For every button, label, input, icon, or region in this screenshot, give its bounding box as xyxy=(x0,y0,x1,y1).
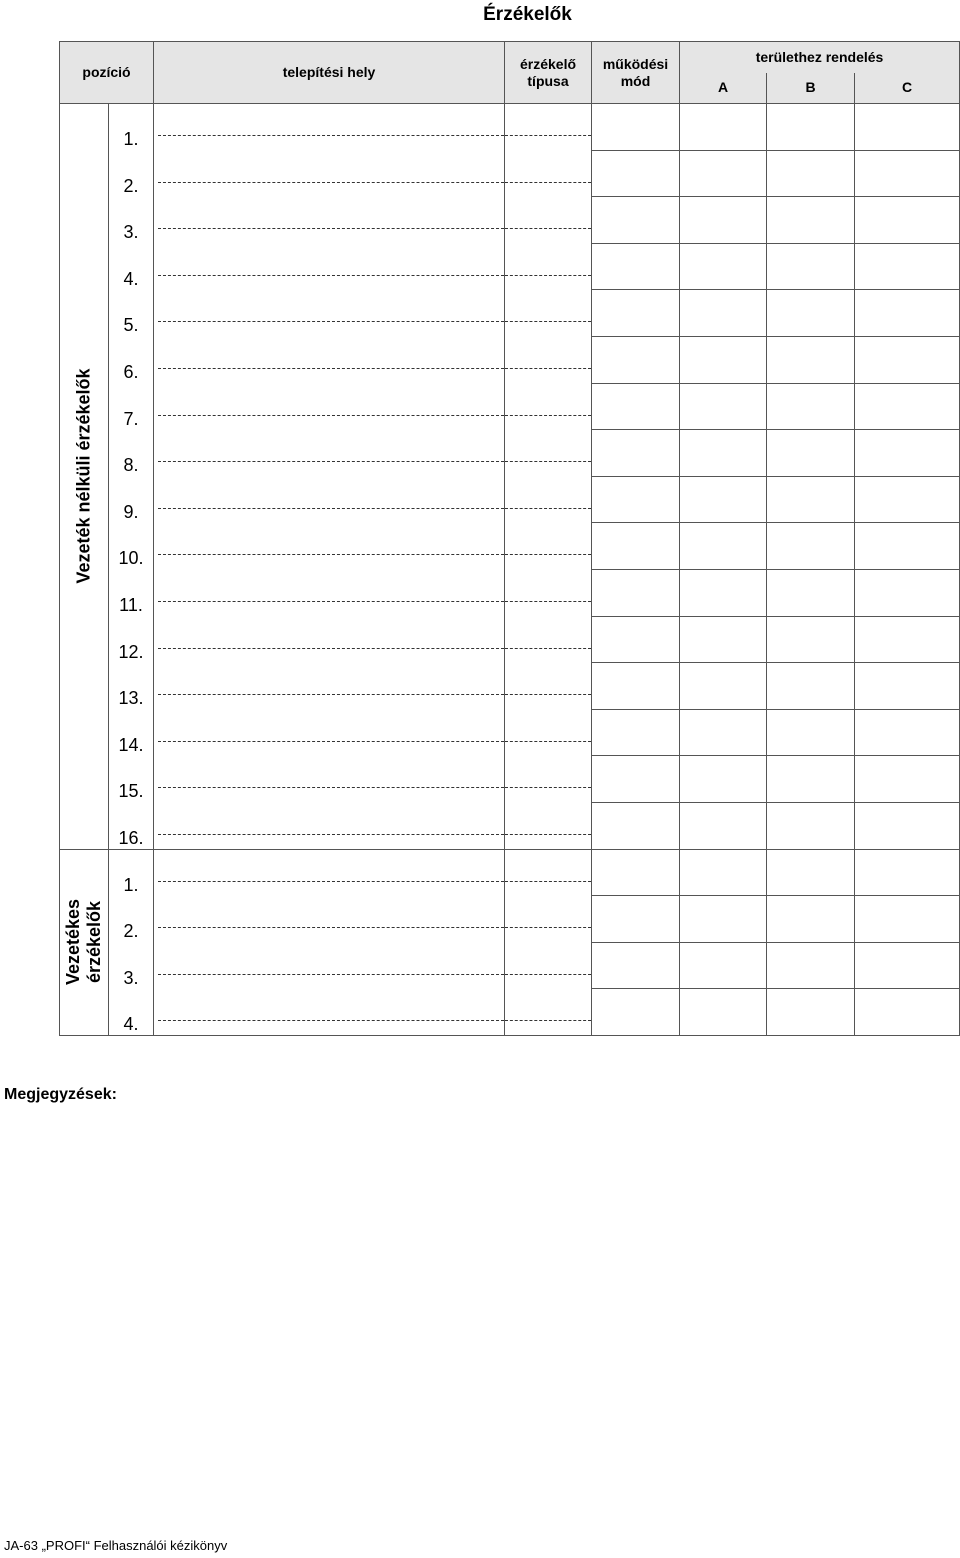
header-position: pozíció xyxy=(60,42,154,104)
sensor-type-field[interactable] xyxy=(505,243,592,290)
row-number: 9. xyxy=(109,476,154,523)
header-install-place: telepítési hely xyxy=(154,42,505,104)
dotted-write-line xyxy=(158,741,504,742)
header-zone-a: A xyxy=(680,73,767,104)
zone-a-cell[interactable] xyxy=(680,383,767,430)
table-row xyxy=(60,896,960,943)
zone-c-cell[interactable] xyxy=(855,663,960,710)
sensor-type-field[interactable] xyxy=(505,523,592,570)
install-place-field[interactable] xyxy=(154,243,505,290)
zone-a-cell[interactable] xyxy=(680,243,767,290)
row-number: 12. xyxy=(109,616,154,663)
dotted-write-line xyxy=(505,368,591,369)
header-mode-line2: mód xyxy=(620,72,651,89)
mode-field[interactable] xyxy=(592,336,680,383)
header-zone-c: C xyxy=(855,73,960,104)
dotted-write-line xyxy=(505,554,591,555)
sensor-type-field[interactable] xyxy=(505,663,592,710)
table-row xyxy=(60,197,960,244)
row-number: 3. xyxy=(109,942,154,989)
mode-field[interactable] xyxy=(592,942,680,989)
zone-b-cell[interactable] xyxy=(767,336,855,383)
dotted-write-line xyxy=(505,881,591,882)
sensor-type-field[interactable] xyxy=(505,197,592,244)
dotted-write-line xyxy=(158,554,504,555)
zone-c-cell[interactable] xyxy=(855,290,960,337)
wireless-group-label: Vezeték nélküli érzékelők xyxy=(73,368,94,584)
table-row xyxy=(60,430,960,477)
zone-b-cell[interactable] xyxy=(767,756,855,803)
sensor-type-field[interactable] xyxy=(505,989,592,1036)
wireless-sensor-rows xyxy=(60,104,960,850)
dotted-write-line xyxy=(158,694,504,695)
table-row xyxy=(60,989,960,1036)
dotted-write-line xyxy=(158,601,504,602)
mode-field[interactable] xyxy=(592,150,680,197)
table-row xyxy=(60,104,960,151)
dotted-write-line xyxy=(505,228,591,229)
wired-group-label xyxy=(63,899,105,985)
zone-c-cell[interactable] xyxy=(855,849,960,896)
table-row xyxy=(60,290,960,337)
row-number: 3. xyxy=(109,197,154,244)
dotted-write-line xyxy=(505,741,591,742)
zone-c-cell[interactable] xyxy=(855,523,960,570)
wired-group-label-line2: érzékelők xyxy=(84,901,104,984)
zone-b-cell[interactable] xyxy=(767,243,855,290)
dotted-write-line xyxy=(505,508,591,509)
table-row xyxy=(60,523,960,570)
sensor-type-field[interactable] xyxy=(505,709,592,756)
sensor-type-field[interactable] xyxy=(505,896,592,943)
dotted-write-line xyxy=(505,182,591,183)
zone-c-cell[interactable] xyxy=(855,243,960,290)
sensor-type-field[interactable] xyxy=(505,290,592,337)
install-place-field[interactable] xyxy=(154,290,505,337)
mode-field[interactable] xyxy=(592,663,680,710)
notes-label: Megjegyzések: xyxy=(4,1086,117,1103)
table-row xyxy=(60,942,960,989)
mode-field[interactable] xyxy=(592,523,680,570)
zone-a-cell[interactable] xyxy=(680,569,767,616)
zone-c-cell[interactable] xyxy=(855,197,960,244)
zone-b-cell[interactable] xyxy=(767,197,855,244)
dotted-write-line xyxy=(505,694,591,695)
dotted-write-line xyxy=(505,648,591,649)
header-sensor-type-line2: típusa xyxy=(527,72,569,89)
install-place-field[interactable] xyxy=(154,663,505,710)
install-place-field[interactable] xyxy=(154,430,505,477)
mode-field[interactable] xyxy=(592,430,680,477)
mode-field[interactable] xyxy=(592,849,680,896)
header-sensor-type-line1: érzékelő xyxy=(519,55,577,72)
install-place-field[interactable] xyxy=(154,523,505,570)
dotted-write-line xyxy=(505,275,591,276)
table-row xyxy=(60,709,960,756)
table-row xyxy=(60,336,960,383)
install-place-field[interactable] xyxy=(154,756,505,803)
dotted-write-line xyxy=(505,135,591,136)
sensor-type-field[interactable] xyxy=(505,104,592,151)
zone-b-cell[interactable] xyxy=(767,663,855,710)
zone-c-cell[interactable] xyxy=(855,616,960,663)
dotted-write-line xyxy=(158,228,504,229)
zone-a-cell[interactable] xyxy=(680,197,767,244)
sensor-type-field[interactable] xyxy=(505,849,592,896)
row-number: 4. xyxy=(109,243,154,290)
install-place-field[interactable] xyxy=(154,336,505,383)
header-zone-b: B xyxy=(767,73,855,104)
sensor-type-field[interactable] xyxy=(505,150,592,197)
dotted-write-line xyxy=(158,415,504,416)
sensor-type-field[interactable] xyxy=(505,430,592,477)
dotted-write-line xyxy=(505,834,591,835)
zone-b-cell[interactable] xyxy=(767,849,855,896)
zone-a-cell[interactable] xyxy=(680,896,767,943)
mode-field[interactable] xyxy=(592,243,680,290)
zone-c-cell[interactable] xyxy=(855,430,960,477)
table-row xyxy=(60,616,960,663)
install-place-field[interactable] xyxy=(154,942,505,989)
zone-b-cell[interactable] xyxy=(767,476,855,523)
zone-b-cell[interactable] xyxy=(767,430,855,477)
install-place-field[interactable] xyxy=(154,104,505,151)
sensor-type-field[interactable] xyxy=(505,942,592,989)
install-place-field[interactable] xyxy=(154,476,505,523)
zone-a-cell[interactable] xyxy=(680,663,767,710)
dotted-write-line xyxy=(505,461,591,462)
zone-b-cell[interactable] xyxy=(767,616,855,663)
header-mode-line1: működési xyxy=(602,55,669,72)
dotted-write-line xyxy=(505,787,591,788)
dotted-write-line xyxy=(505,1020,591,1021)
install-place-field[interactable] xyxy=(154,989,505,1036)
sensor-type-field[interactable] xyxy=(505,336,592,383)
zone-a-cell[interactable] xyxy=(680,430,767,477)
dotted-write-line xyxy=(158,974,504,975)
dotted-write-line xyxy=(158,135,504,136)
zone-c-cell[interactable] xyxy=(855,709,960,756)
mode-field[interactable] xyxy=(592,290,680,337)
zone-a-cell[interactable] xyxy=(680,616,767,663)
install-place-field[interactable] xyxy=(154,150,505,197)
install-place-field[interactable] xyxy=(154,709,505,756)
zone-b-cell[interactable] xyxy=(767,383,855,430)
mode-field[interactable] xyxy=(592,569,680,616)
dotted-write-line xyxy=(505,601,591,602)
row-number: 5. xyxy=(109,290,154,337)
wired-group-label-cell xyxy=(60,849,109,1035)
dotted-write-line xyxy=(158,368,504,369)
dotted-write-line xyxy=(158,787,504,788)
row-number: 8. xyxy=(109,430,154,477)
zone-c-cell[interactable] xyxy=(855,942,960,989)
zone-a-cell[interactable] xyxy=(680,942,767,989)
header-zone-assignment: területhez rendelés xyxy=(680,42,960,73)
wired-group-label-line1: Vezetékes xyxy=(63,899,83,986)
wired-sensor-rows xyxy=(60,849,960,1035)
dotted-write-line xyxy=(505,415,591,416)
zone-c-cell[interactable] xyxy=(855,989,960,1036)
zone-a-cell[interactable] xyxy=(680,150,767,197)
mode-field[interactable] xyxy=(592,476,680,523)
mode-field[interactable] xyxy=(592,197,680,244)
zone-c-cell[interactable] xyxy=(855,150,960,197)
sensor-type-field[interactable] xyxy=(505,616,592,663)
table-row xyxy=(60,849,960,896)
table-row xyxy=(60,569,960,616)
zone-a-cell[interactable] xyxy=(680,989,767,1036)
zone-a-cell[interactable] xyxy=(680,290,767,337)
table-row xyxy=(60,243,960,290)
install-place-field[interactable] xyxy=(154,383,505,430)
dotted-write-line xyxy=(158,1020,504,1021)
row-number: 4. xyxy=(109,989,154,1036)
zone-b-cell[interactable] xyxy=(767,989,855,1036)
row-number: 11. xyxy=(109,569,154,616)
zone-c-cell[interactable] xyxy=(855,476,960,523)
page-footer: JA-63 „PROFI“ Felhasználói kézikönyv xyxy=(4,1538,228,1553)
zone-c-cell[interactable] xyxy=(855,756,960,803)
row-number: 10. xyxy=(109,523,154,570)
zone-b-cell[interactable] xyxy=(767,290,855,337)
zone-a-cell[interactable] xyxy=(680,523,767,570)
install-place-field[interactable] xyxy=(154,197,505,244)
row-number: 13. xyxy=(109,663,154,710)
mode-field[interactable] xyxy=(592,989,680,1036)
dotted-write-line xyxy=(158,461,504,462)
zone-a-cell[interactable] xyxy=(680,849,767,896)
install-place-field[interactable] xyxy=(154,849,505,896)
sensor-type-field[interactable] xyxy=(505,756,592,803)
zone-a-cell[interactable] xyxy=(680,709,767,756)
row-number: 2. xyxy=(109,150,154,197)
zone-a-cell[interactable] xyxy=(680,476,767,523)
row-number: 16. xyxy=(109,802,154,849)
dotted-write-line xyxy=(158,648,504,649)
zone-c-cell[interactable] xyxy=(855,896,960,943)
row-number: 1. xyxy=(109,104,154,151)
zone-a-cell[interactable] xyxy=(680,756,767,803)
table-row xyxy=(60,476,960,523)
row-number: 7. xyxy=(109,383,154,430)
page-title: Érzékelők xyxy=(483,4,572,25)
row-number: 14. xyxy=(109,709,154,756)
zone-b-cell[interactable] xyxy=(767,802,855,849)
mode-field[interactable] xyxy=(592,756,680,803)
zone-a-cell[interactable] xyxy=(680,104,767,151)
install-place-field[interactable] xyxy=(154,896,505,943)
dotted-write-line xyxy=(158,321,504,322)
wireless-group-label-cell xyxy=(60,104,109,850)
row-number: 2. xyxy=(109,896,154,943)
dotted-write-line xyxy=(158,834,504,835)
header-mode xyxy=(592,42,680,104)
zone-b-cell[interactable] xyxy=(767,942,855,989)
row-number: 6. xyxy=(109,336,154,383)
dotted-write-line xyxy=(158,881,504,882)
zone-b-cell[interactable] xyxy=(767,896,855,943)
zone-c-cell[interactable] xyxy=(855,104,960,151)
zone-a-cell[interactable] xyxy=(680,336,767,383)
sensor-table xyxy=(59,41,960,1036)
header-sensor-type xyxy=(505,42,592,104)
mode-field[interactable] xyxy=(592,709,680,756)
zone-c-cell[interactable] xyxy=(855,336,960,383)
zone-b-cell[interactable] xyxy=(767,104,855,151)
table-row xyxy=(60,150,960,197)
dotted-write-line xyxy=(505,927,591,928)
sensor-type-field[interactable] xyxy=(505,383,592,430)
zone-c-cell[interactable] xyxy=(855,569,960,616)
table-row xyxy=(60,383,960,430)
mode-field[interactable] xyxy=(592,802,680,849)
zone-c-cell[interactable] xyxy=(855,802,960,849)
zone-b-cell[interactable] xyxy=(767,150,855,197)
dotted-write-line xyxy=(158,927,504,928)
install-place-field[interactable] xyxy=(154,616,505,663)
row-number: 1. xyxy=(109,849,154,896)
install-place-field[interactable] xyxy=(154,569,505,616)
zone-b-cell[interactable] xyxy=(767,569,855,616)
sensor-type-field[interactable] xyxy=(505,569,592,616)
table-row xyxy=(60,802,960,849)
mode-field[interactable] xyxy=(592,616,680,663)
mode-field[interactable] xyxy=(592,896,680,943)
install-place-field[interactable] xyxy=(154,802,505,849)
table-row xyxy=(60,756,960,803)
zone-a-cell[interactable] xyxy=(680,802,767,849)
zone-b-cell[interactable] xyxy=(767,523,855,570)
row-number: 15. xyxy=(109,756,154,803)
dotted-write-line xyxy=(158,508,504,509)
dotted-write-line xyxy=(505,321,591,322)
table-row xyxy=(60,663,960,710)
mode-field[interactable] xyxy=(592,383,680,430)
mode-field[interactable] xyxy=(592,104,680,151)
dotted-write-line xyxy=(158,275,504,276)
sensor-type-field[interactable] xyxy=(505,802,592,849)
sensor-type-field[interactable] xyxy=(505,476,592,523)
dotted-write-line xyxy=(158,182,504,183)
dotted-write-line xyxy=(505,974,591,975)
zone-c-cell[interactable] xyxy=(855,383,960,430)
zone-b-cell[interactable] xyxy=(767,709,855,756)
